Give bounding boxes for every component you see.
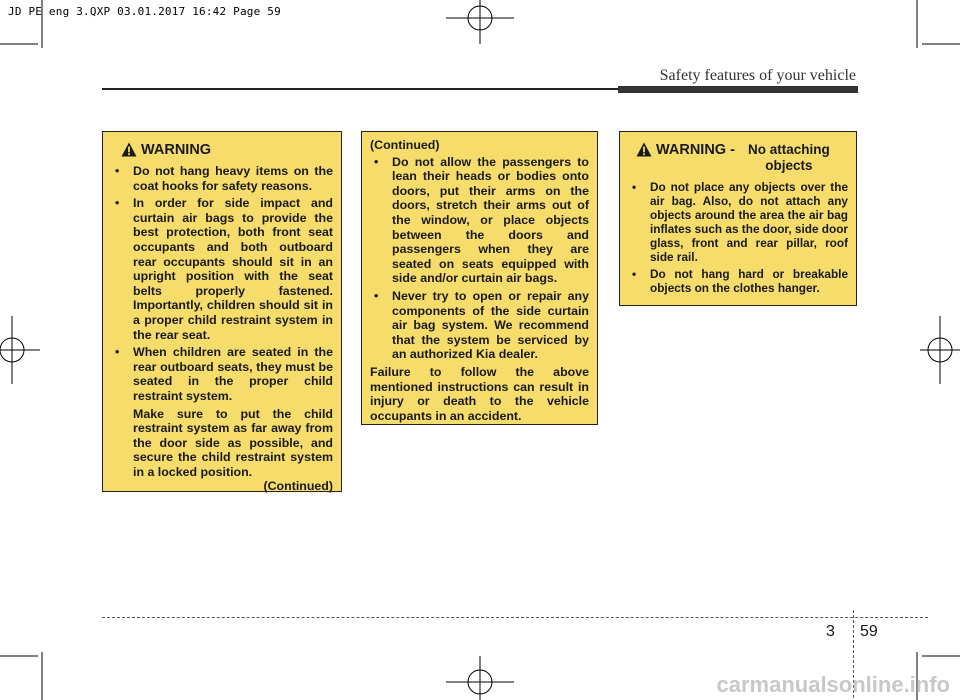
section-title: Safety features of your vehicle (659, 67, 856, 84)
warning-subtitle: No attaching objects (748, 142, 830, 173)
paragraph: Failure to follow the above mentioned instructions can result in injury or death to the vehicle occupants in an accident. (370, 364, 589, 423)
warning-list (628, 180, 848, 295)
list-item: • Do not hang heavy items on the coat hooks for safety reasons. (111, 164, 333, 193)
section-number: 3 (826, 623, 835, 640)
list-item: • In order for side impact and curtain air bags to provide the best protection, both front seat occupants and both outboard rear occupants should sit in an upright position with the seat belts properly fastened. Importantly, children should sit in a proper child restraint system in the rear seat. (111, 196, 333, 342)
warning-title: WARNING (141, 142, 212, 158)
warning-header (628, 142, 848, 174)
list-item: • Do not place any objects over the air bag. Also, do not attach any objects around the area the air bag inflates such as the door, side door glass, front and rear pillar, roof side rail. (628, 180, 848, 264)
paragraph: Make sure to put the child restraint system as far away from the door side as possible, and secure the child restraint system in a locked position. (133, 406, 333, 479)
continued-label: (Continued) (370, 138, 440, 152)
footer-rule (102, 617, 928, 618)
warning-list (111, 164, 333, 404)
warning-header (111, 142, 333, 158)
page-number: 59 (860, 623, 878, 640)
header-bar (618, 86, 858, 93)
list-item: • Do not hang hard or breakable objects on the clothes hanger. (628, 267, 848, 295)
warning-list (370, 155, 589, 362)
list-item: • When children are seated in the rear outboard seats, they must be seated in the proper child restraint system. (111, 345, 333, 403)
list-item: • Never try to open or repair any components of the side curtain air bag system. We recommend that the system be serviced by an authorized Kia dealer. (370, 289, 589, 362)
warning-triangle-icon (636, 142, 652, 157)
warning-triangle-icon (121, 142, 137, 157)
warning-box-2 (361, 131, 598, 425)
warning-title: WARNING - (656, 142, 735, 158)
watermark: carmanualsonline.info (716, 672, 950, 697)
warning-box-3 (619, 131, 857, 306)
continued-label: (Continued) (263, 479, 333, 494)
warning-box-1 (102, 131, 342, 492)
list-item: • Do not allow the passengers to lean their heads or bodies onto doors, put their arms on the doors, stretch their arms out of the window, or place objects between the doors and passengers when they are seated on seats equipped with side and/or curtain air bags. (370, 155, 589, 286)
printer-slug: JD PE eng 3.QXP 03.01.2017 16:42 Page 59 (8, 5, 281, 18)
